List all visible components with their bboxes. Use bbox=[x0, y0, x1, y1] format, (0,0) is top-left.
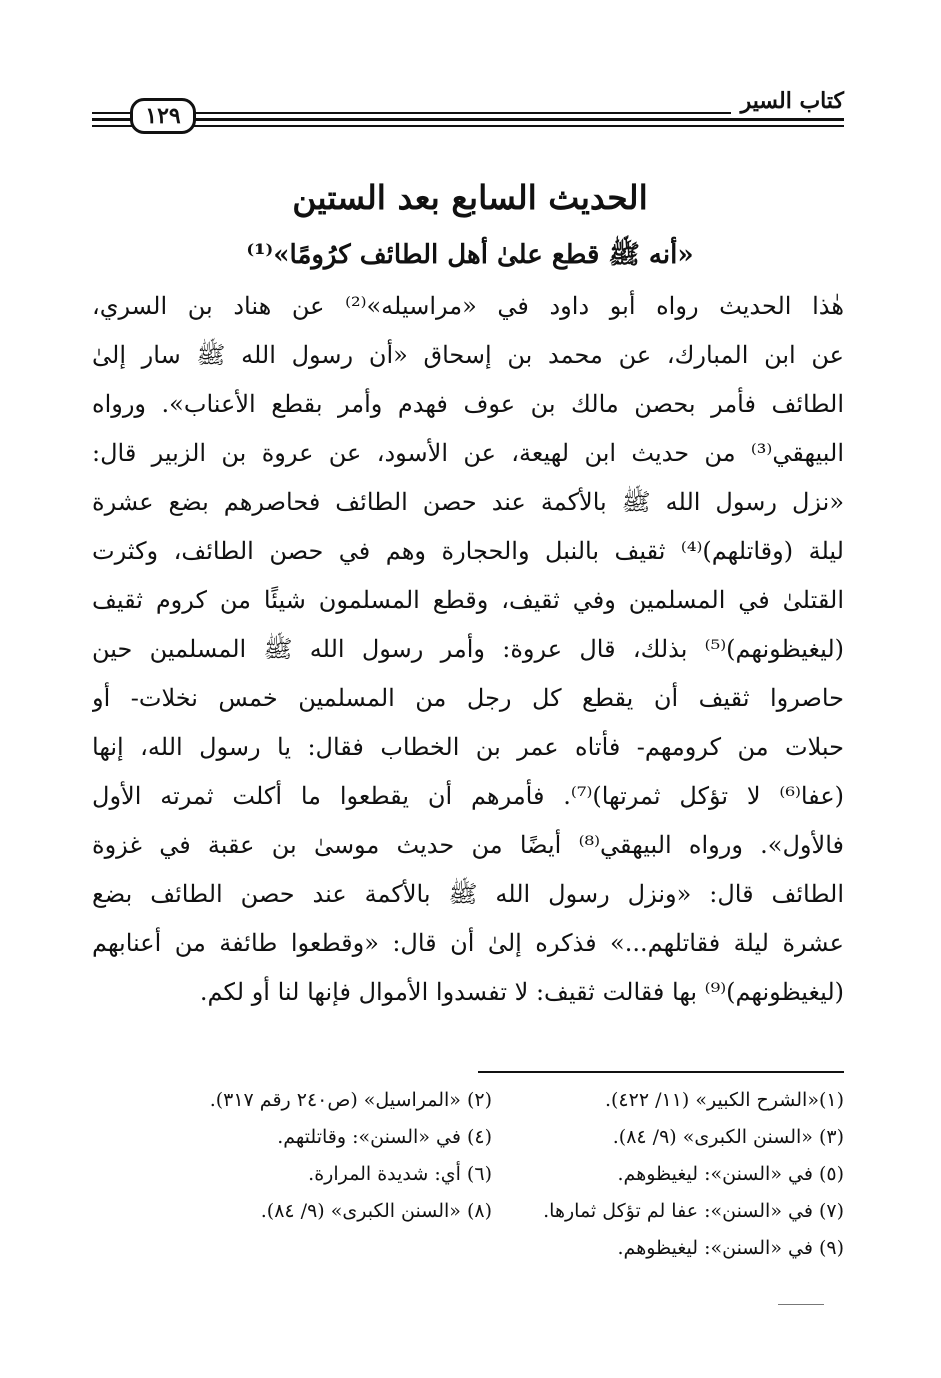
body-line: هٰذا الحديث رواه أبو داود في «مراسيله»⁽²⁾ عن هناد بن السري، bbox=[92, 292, 844, 320]
body-line: البيهقي⁽³⁾ من حديث ابن لهيعة، عن الأسود، عن عروة بن الزبير قال: bbox=[92, 439, 844, 467]
running-header bbox=[92, 88, 844, 142]
page-number: ١٢٩ bbox=[130, 98, 196, 134]
body-line: «نزل رسول الله ﷺ بالأكمة عند حصن الطائف فحاصرهم بضع عشرة bbox=[92, 488, 844, 516]
body-line: فالأول». ورواه البيهقي⁽⁸⁾ أيضًا من حديث موسىٰ بن عقبة في غزوة bbox=[92, 831, 844, 859]
body-line: (ليغيظونهم)⁽⁹⁾ بها فقالت ثقيف: لا تفسدوا الأموال فإنها لنا أو لكم. bbox=[199, 978, 844, 1006]
body-line: (ليغيظونهم)⁽⁵⁾ بذلك، قال عروة: وأمر رسول الله ﷺ المسلمين حين bbox=[92, 635, 844, 663]
body-line: حبلات من كرومهم- فأتاه عمر بن الخطاب فقال: يا رسول الله، إنها bbox=[92, 733, 844, 761]
page-end-mark bbox=[778, 1304, 824, 1305]
body-line: القتلىٰ في المسلمين وفي ثقيف، وقطع المسلمون شيئًا من كروم ثقيف bbox=[92, 586, 844, 614]
body-line: ليلة (وقاتلهم)⁽⁴⁾ ثقيف بالنبل والحجارة وهم في حصن الطائف، وكثرت bbox=[92, 537, 844, 565]
footnote-3: (٣) «السنن الكبرى» (٩/ ٨٤). bbox=[612, 1126, 844, 1148]
footnote-9: (٩) في «السنن»: ليغيظوهم. bbox=[617, 1237, 844, 1259]
footnote-4: (٤) في «السنن»: وقاتلتهم. bbox=[277, 1126, 492, 1148]
body-text bbox=[92, 282, 844, 1017]
body-line: عشرة ليلة فقاتلهم...» فذكره إلىٰ أن قال: «وقطعوا طائفة من أعنابهم bbox=[92, 929, 844, 957]
footnote-5: (٥) في «السنن»: ليغيظوهم. bbox=[617, 1163, 844, 1185]
body-line: عن ابن المبارك، عن محمد بن إسحاق «أن رسول الله ﷺ سار إلىٰ bbox=[92, 341, 844, 369]
footnote-1: (١)«الشرح الكبير» (١١/ ٤٢٢). bbox=[604, 1089, 844, 1111]
header-rule-middle bbox=[92, 118, 844, 121]
header-rule-bottom bbox=[92, 125, 844, 127]
body-line: (عفا⁽⁶⁾ لا تؤكل ثمرتها)⁽⁷⁾. فأمرهم أن يقطعوا ما أكلت ثمرته الأول bbox=[92, 782, 844, 810]
footnote-2: (٢) «المراسيل» (ص٢٤٠ رقم ٣١٧). bbox=[209, 1089, 492, 1111]
hadith-text: «أنه ﷺ قطع علىٰ أهل الطائف كرُومًا»⁽¹⁾ bbox=[246, 240, 694, 270]
footnote-8: (٨) «السنن الكبرى» (٩/ ٨٤). bbox=[260, 1200, 492, 1222]
hadith-title: الحديث السابع بعد الستين bbox=[292, 178, 648, 217]
body-line: الطائف فأمر بحصن مالك بن عوف فهدم وأمر بقطع الأعناب». ورواه bbox=[92, 390, 844, 418]
footnotes bbox=[140, 1082, 844, 1267]
body-line: الطائف قال: «ونزل رسول الله ﷺ بالأكمة عند حصن الطائف بضع bbox=[92, 880, 844, 908]
book-title: كتاب السير bbox=[731, 88, 844, 114]
body-line: حاصروا ثقيف أن يقطع كل رجل من المسلمين خمس نخلات- أو bbox=[92, 684, 844, 712]
footnote-6: (٦) أي: شديدة المرارة. bbox=[308, 1163, 492, 1185]
footnote-separator bbox=[478, 1071, 844, 1073]
footnote-7: (٧) في «السنن»: عفا لم تؤكل ثمارها. bbox=[543, 1200, 844, 1222]
